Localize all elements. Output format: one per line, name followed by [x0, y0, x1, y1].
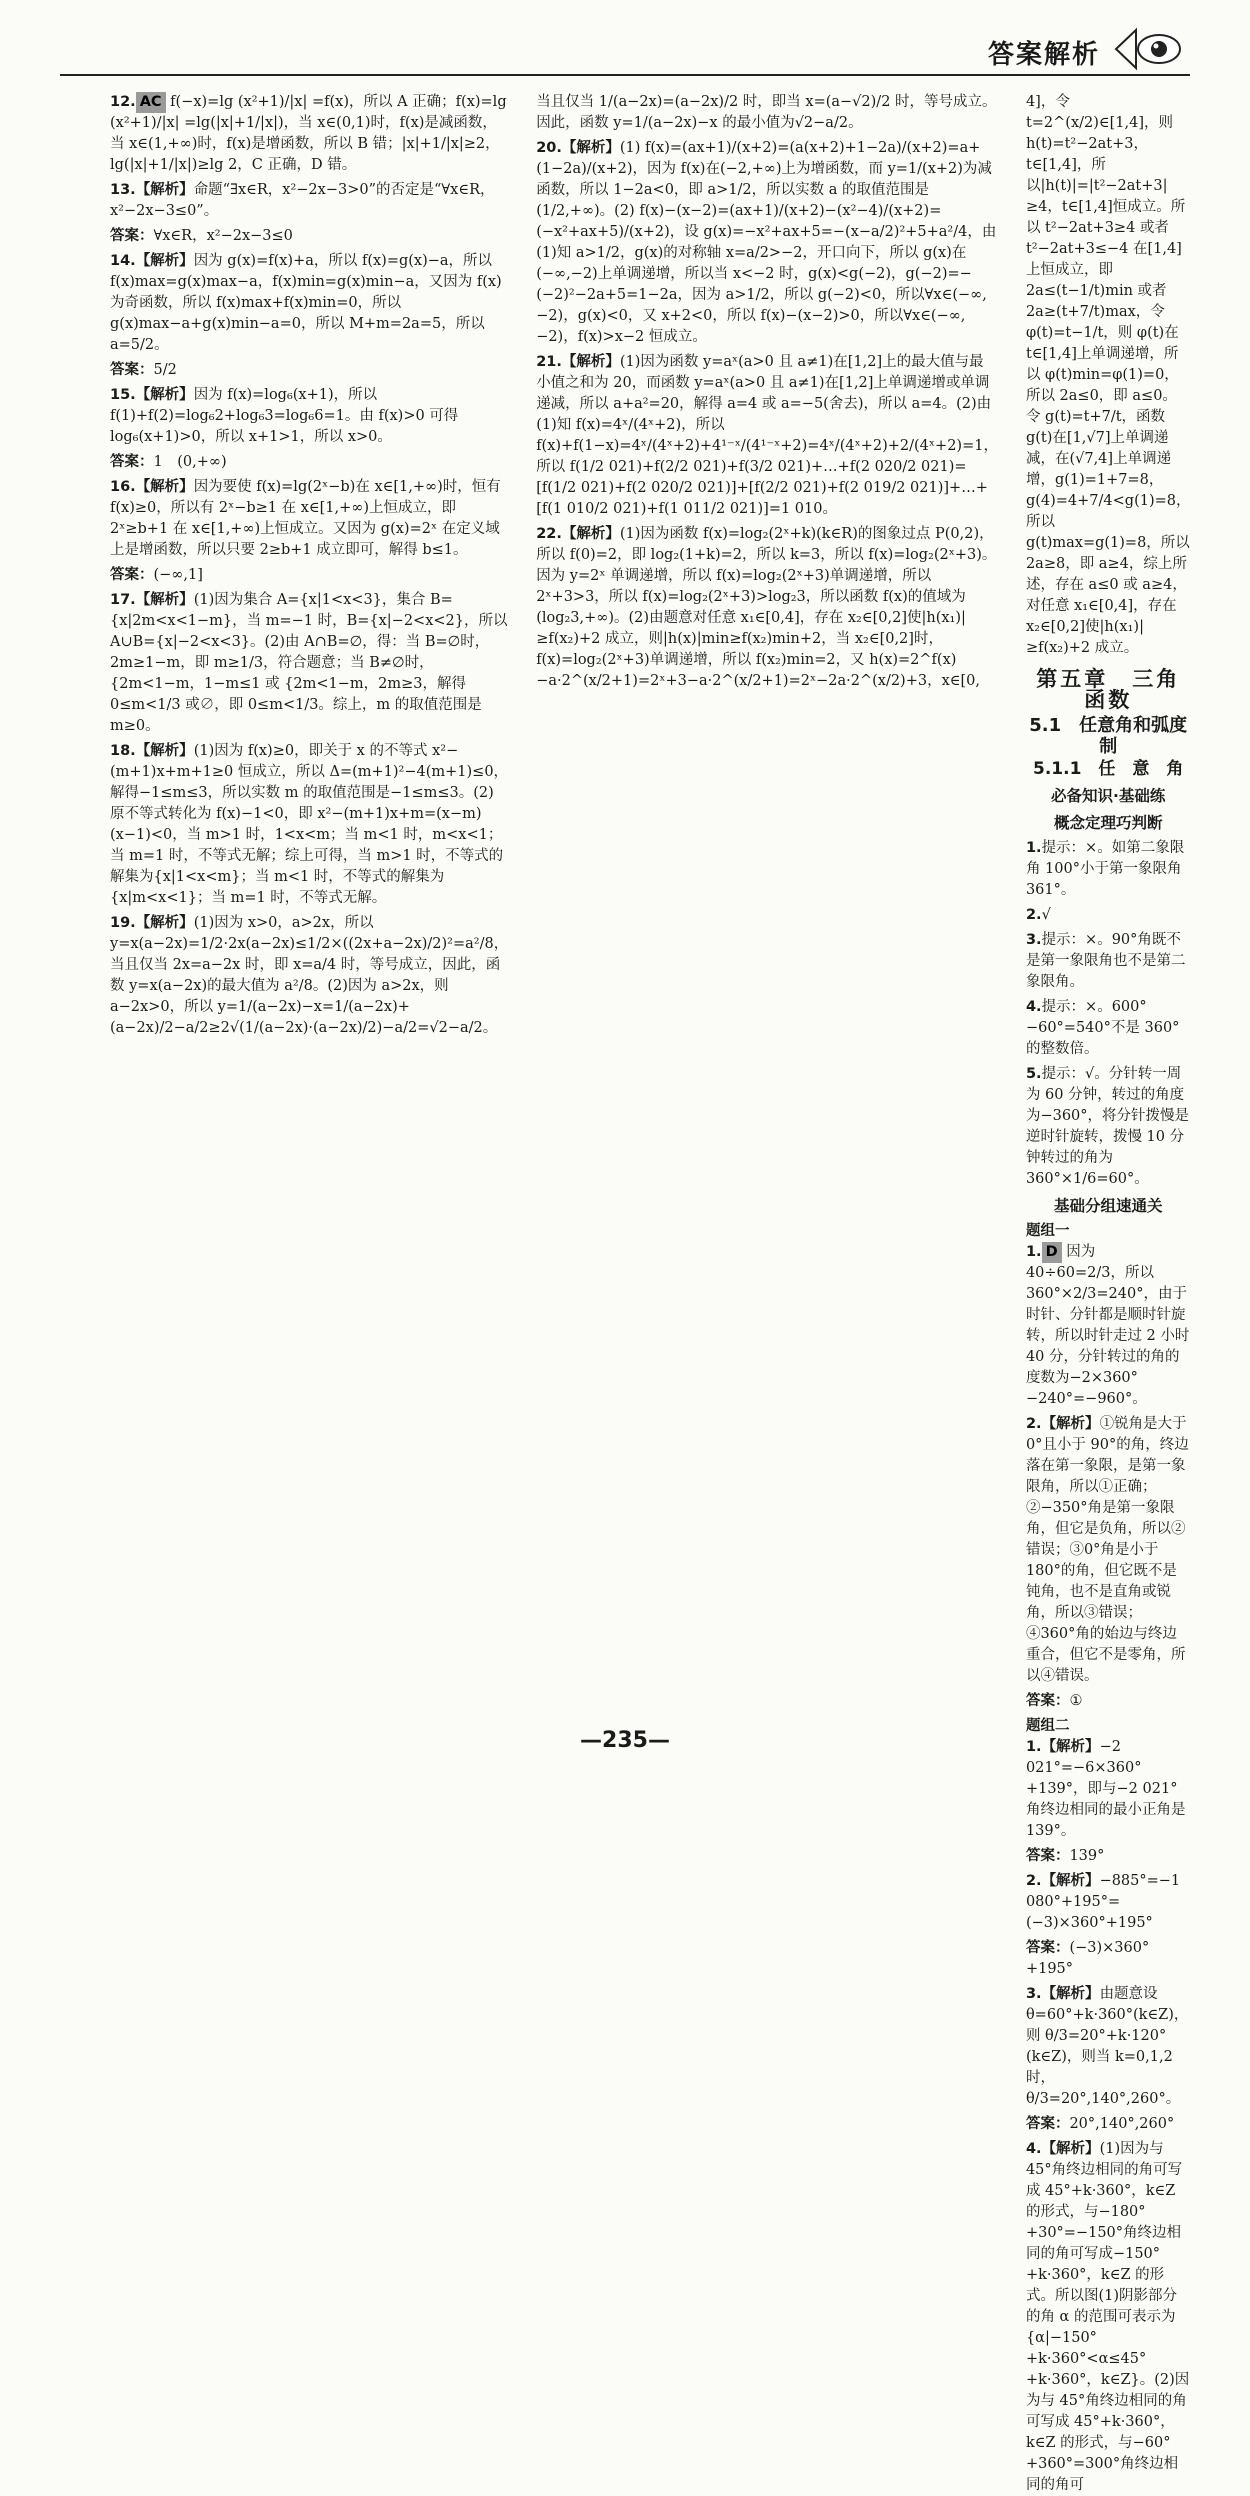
answer-tag: 答案：: [110, 454, 154, 470]
answer-columns: [110, 92, 1191, 2493]
answer-text: 提示：×。90°角既不是第一象限角也不是第二象限角。: [1025, 932, 1186, 990]
answer-tag: 【解析】: [1041, 1873, 1100, 1889]
answer-text: 提示：×。600°−60°=540°不是 360°的整数倍。: [1025, 999, 1180, 1057]
question-number: 3.: [1025, 932, 1042, 948]
column-1: [110, 92, 508, 1692]
answer-text: (1)因为 f(x)≥0，即关于 x 的不等式 x²−(m+1)x+m+1≥0 恒成立，所以 Δ=(m+1)²−4(m+1)≤0，解得−1≤m≤3，所以实数 m 的取值范围是−1≤m≤3。(2)原不等式转化为 f(x)−1<0，即 x²−(m+1)x+m=(x−m)(x−1)<0，当 m>1 时，1<x<m；当 m<1 时，m<x<1；当 m=1 时，不等式无解；综上可得，当 m>1 时，不等式的解集为{x|1<x<m}；当 m<1 时，不等式的解集为{x|m<x<1}；当 m=1 时，不等式无解。: [110, 743, 509, 906]
answer-item: [110, 251, 508, 356]
answer-tag: 【解析】: [561, 140, 620, 156]
answer-tag: 【解析】: [135, 253, 194, 269]
answer-item: [110, 92, 508, 176]
practice-heading: 必备知识·基础练: [1051, 787, 1166, 805]
answer-tag: 【解析】: [1041, 2141, 1100, 2157]
question-number: 12.: [110, 94, 136, 110]
answer-tag: 【解析】: [135, 387, 194, 403]
answer-item: [536, 92, 998, 134]
question-number: 1.: [1025, 1244, 1042, 1260]
answer-text: (1)因为与 45°角终边相同的角可写成 45°+k·360°，k∈Z 的形式，与−180°+30°=−150°角终边相同的角可写成−150°+k·360°，k∈Z 的形式。所以图(1)阴影部分的角 α 的范围可表示为{α|−150°+k·360°<α≤45°+k·360°，k∈Z}。(2)因为与 45°角终边相同的角可写成 45°+k·360°，k∈Z 的形式，与−60°+360°=300°角终边相同的角可: [1025, 2141, 1190, 2493]
question-number: 2.: [1025, 907, 1042, 923]
answer-text: (1)因为函数 f(x)=log₂(2ˣ+k)(k∈R)的图象过点 P(0,2)，所以 f(0)=2，即 log₂(1+k)=2，所以 k=3，所以 f(x)=log₂(2ˣ+3)。因为 y=2ˣ 单调递增，所以 f(x)=log₂(2ˣ+3)单调递增，所以 2ˣ+3>3，所以 f(x)=log₂(2ˣ+3)>log₂3，所以函数 f(x)的值域为(log₂3,+∞)。(2)由题意对任意 x₁∈[0,4]，存在 x₂∈[0,2]使|h(x₁)|≥f(x₂)+2 成立，则|h(x)|min≥f(x₂)min+2，当 x₂∈[0,2]时，f(x)=log₂(2ˣ+3)单调递增，所以 f(x₂)min=2，又 h(x)=2^f(x)−a·2^(x/2+1)=2ˣ+3−a·2^(x/2+1)=2ˣ−2a·2^(x/2)+3，x∈[0,: [536, 526, 997, 689]
answer-text: ∀x∈R，x²−2x−3≤0: [153, 228, 293, 244]
answer-text: (−∞,1]: [153, 567, 203, 583]
page-header: [60, 28, 1190, 76]
question-number: 19.: [110, 915, 136, 931]
answer-tag: 答案：: [1025, 1693, 1070, 1709]
answer-item: [1026, 838, 1191, 901]
answer-tag: 【解析】: [135, 479, 194, 495]
question-number: 20.: [536, 140, 562, 156]
answer-item: [110, 913, 508, 1039]
question-number: 4.: [1025, 2141, 1042, 2157]
answer-text: ①: [1069, 1693, 1083, 1709]
question-number: 1.: [1025, 1739, 1042, 1755]
column-2: [536, 92, 998, 1692]
concept-heading: 概念定理巧判断: [1053, 814, 1163, 832]
question-number: 17.: [110, 592, 136, 608]
answer-box: D: [1042, 1242, 1062, 1263]
answer-tag: 【解析】: [135, 915, 194, 931]
answer-item: [1026, 930, 1191, 993]
answer-text: √: [1041, 907, 1051, 923]
answer-item: [110, 226, 508, 247]
answer-text: 因为 f(x)=log₆(x+1)，所以 f(1)+f(2)=log₆2+log₆3=log₆6=1。由 f(x)>0 可得 log₆(x+1)>0，所以 x+1>1，所以 x>0。: [110, 387, 459, 445]
answer-text: 1 (0,+∞): [153, 454, 227, 470]
answer-text: 5/2: [153, 362, 177, 378]
answer-text: 因为 g(x)=f(x)+a，所以 f(x)=g(x)−a，所以 f(x)max=g(x)max−a，f(x)min=g(x)min−a，又因为 f(x)为奇函数，所以 f(x)max+f(x)min=0，所以 g(x)max−a+g(x)min−a=0，所以 M+m=2a=5，所以 a=5/2。: [110, 253, 502, 353]
answer-item: [110, 452, 508, 473]
answer-tag: 【解析】: [561, 526, 620, 542]
answer-text: 139°: [1069, 1848, 1105, 1864]
question-number: 1.: [1025, 840, 1042, 856]
answer-item: [536, 138, 998, 348]
answer-item: [110, 565, 508, 586]
answer-text: (1)因为 x>0，a>2x，所以 y=x(a−2x)=1/2·2x(a−2x)≤1/2×((2x+a−2x)/2)²=a²/8，当且仅当 2x=a−2x 时，即 x=a/4 时，等号成立，因此，函数 y=x(a−2x)的最大值为 a²/8。(2)因为 a>2x，则 a−2x>0，所以 y=1/(a−2x)−x=1/(a−2x)+(a−2x)/2−a/2≥2√(1/(a−2x)·(a−2x)/2)−a/2=√2−a/2。: [110, 915, 509, 1036]
question-number: 5.: [1025, 1066, 1042, 1082]
answer-item: [110, 477, 508, 561]
answer-item: [1026, 997, 1191, 1060]
answer-tag: 答案：: [1025, 1940, 1070, 1956]
question-number: 16.: [110, 479, 136, 495]
answer-item: [1026, 1691, 1191, 1712]
answer-item: [1026, 2114, 1191, 2135]
answer-item: [1026, 1414, 1191, 1687]
answer-item: [110, 180, 508, 222]
answer-item: [110, 385, 508, 448]
answer-item: [1026, 905, 1191, 926]
answer-text: 提示：×。如第二象限角 100°小于第一象限角 361°。: [1025, 840, 1185, 898]
answer-item: [1026, 2139, 1191, 2496]
answer-item: [1026, 1064, 1191, 1190]
answer-text: 因为 40÷60=2/3，所以 360°×2/3=240°，由于时针、分针都是顺时针旋转，所以时针走过 2 小时 40 分，分针转过的角的度数为−2×360°−240°=−960°。: [1025, 1244, 1190, 1407]
answer-item: [536, 524, 998, 692]
answer-item: [110, 590, 508, 737]
answer-tag: 【解析】: [1041, 1416, 1100, 1432]
question-number: 18.: [110, 743, 136, 759]
answer-item: [1026, 92, 1191, 659]
answer-text: (−3)×360°+195°: [1025, 1940, 1150, 1977]
column-3: [1025, 92, 1191, 2493]
answer-text: 因为要使 f(x)=lg(2ˣ−b)在 x∈[1,+∞)时，恒有 f(x)≥0，所以有 2ˣ−b≥1 在 x∈[1,+∞)上恒成立，即 2ˣ≥b+1 在 x∈[1,+∞)上恒成立。又因为 g(x)=2ˣ 在定义域上是增函数，所以只要 2≥b+1 成立即可，解得 b≤1。: [110, 479, 501, 558]
section-title: 5.1 任意角和弧度制: [1029, 715, 1188, 757]
answer-item: [1026, 1871, 1191, 1934]
answer-tag: 答案：: [110, 228, 154, 244]
answer-text: (1)因为集合 A={x|1<x<3}，集合 B={x|2m<x<1−m}，当 m=−1 时，B={x|−2<x<2}，所以 A∪B={x|−2<x<3}。(2)由 A∩B=∅，得：当 B=∅时，2m≥1−m，即 m≥1/3，符合题意；当 B≠∅时，{2m<1−m，1−m≤1 或 {2m<1−m，2m≥3，解得 0≤m<1/3 或∅，即 0≤m<1/3。综上，m 的取值范围是 m≥0。: [110, 592, 508, 734]
question-number: 21.: [536, 354, 562, 370]
subsection-title: 5.1.1 任 意 角: [1033, 759, 1184, 779]
answer-item: [1026, 1938, 1191, 1980]
answer-tag: 答案：: [1025, 2116, 1070, 2132]
answer-text: 提示：√。分针转一周为 60 分钟，转过的角度为−360°，将分针拨慢是逆时针旋转，拨慢 10 分钟转过的角为 360°×1/6=60°。: [1025, 1066, 1190, 1187]
answer-item: [110, 741, 508, 909]
question-number: 14.: [110, 253, 136, 269]
answer-item: [536, 352, 998, 520]
question-number: 3.: [1025, 1986, 1042, 2002]
answer-text: 命题“∃x∈R，x²−2x−3>0”的否定是“∀x∈R，x²−2x−3≤0”。: [110, 182, 495, 219]
question-number: 22.: [536, 526, 562, 542]
answer-text: 20°,140°,260°: [1069, 2116, 1175, 2132]
answer-tag: 【解析】: [1041, 1986, 1100, 2002]
group-practice-heading: 基础分组速通关: [1053, 1197, 1163, 1215]
answer-text: −2 021°=−6×360°+139°，即与−2 021°角终边相同的最小正角是 139°。: [1025, 1739, 1186, 1839]
question-number: 2.: [1025, 1416, 1042, 1432]
question-number: 4.: [1025, 999, 1042, 1015]
answer-text: 4]，令 t=2^(x/2)∈[1,4]，则 h(t)=t²−2at+3，t∈[1,4]，所以|h(t)|=|t²−2at+3|≥4，t∈[1,4]恒成立。所以 t²−2at+3≥4 或者 t²−2at+3≤−4 在[1,4]上恒成立，即 2a≤(t−1/t)min 或者 2a≥(t+7/t)max，令 φ(t)=t−1/t，则 φ(t)在 t∈[1,4]上单调递增，所以 φ(t)min=φ(1)=0，所以 2a≤0，即 a≤0。令 g(t)=t+7/t，函数 g(t)在[1,√7]上单调递减，在(√7,4]上单调递增，g(1)=1+7=8，g(4)=4+7/4<g(1)=8，所以 g(t)max=g(1)=8，所以 2a≥8，即 a≥4，综上所述，存在 a≤0 或 a≥4，对任意 x₁∈[0,4]，存在 x₂∈[0,2]使|h(x₁)|≥f(x₂)+2 成立。: [1025, 94, 1191, 656]
answer-text: 当且仅当 1/(a−2x)=(a−2x)/2 时，即当 x=(a−√2)/2 时，等号成立。因此，函数 y=1/(a−2x)−x 的最小值为√2−a/2。: [536, 94, 997, 131]
answer-tag: 【解析】: [135, 743, 194, 759]
answer-item: [1026, 1846, 1191, 1867]
question-number: 15.: [110, 387, 136, 403]
answer-text: f(−x)=lg (x²+1)/|x| =f(x)，所以 A 正确；f(x)=lg (x²+1)/|x| =lg(|x|+1/|x|)，当 x∈(0,1)时，f(x)是减函数，当 x∈(1,+∞)时，f(x)是增函数，所以 B 错；|x|+1/|x|≥2，lg(|x|+1/|x|)≥lg 2，C 正确，D 错。: [110, 94, 507, 173]
answer-item: [1026, 1984, 1191, 2110]
header-title: 答案解析: [987, 40, 1100, 70]
answer-tag: 答案：: [1025, 1848, 1070, 1864]
answer-tag: 【解析】: [135, 592, 194, 608]
question-number: 13.: [110, 182, 136, 198]
question-number: 2.: [1025, 1873, 1042, 1889]
answer-tag: 【解析】: [1041, 1739, 1100, 1755]
eye-logo-icon: [1112, 26, 1182, 72]
group-label: 题组二: [1025, 1718, 1070, 1734]
answer-text: 由题意设 θ=60°+k·360°(k∈Z)，则 θ/3=20°+k·120°(k∈Z)，则当 k=0,1,2 时，θ/3=20°,140°,260°。: [1025, 1986, 1189, 2107]
answer-text: ①锐角是大于 0°且小于 90°的角，终边落在第一象限，是第一象限角，所以①正确；②−350°角是第一象限角，但它是负角，所以②错误；③0°角是小于 180°的角，但它既不是钝角，也不是直角或锐角，所以③错误；④360°角的始边与终边重合，但它不是零角，所以④错误。: [1025, 1416, 1189, 1684]
chapter-title: 第五章 三角函数: [1036, 667, 1181, 712]
group-label: 题组一: [1025, 1223, 1070, 1239]
answer-item: [110, 360, 508, 381]
page-number: —235—: [580, 1728, 670, 1753]
answer-text: (1) f(x)=(ax+1)/(x+2)=(a(x+2)+1−2a)/(x+2)=a+(1−2a)/(x+2)，因为 f(x)在(−2,+∞)上为增函数，而 y=1/(x+2)为减函数，所以 1−2a<0，即 a>1/2，所以实数 a 的取值范围是(1/2,+∞)。(2) f(x)−(x−2)=(ax+1)/(x+2)−(x²−4)/(x+2)=(−x²+ax+5)/(x+2)，设 g(x)=−x²+ax+5=−(x−a/2)²+5+a²/4，由(1)知 a>1/2，g(x)的对称轴 x=a/2>−2，开口向下，所以 g(x)在(−∞,−2)上单调递增，所以当 x<−2 时，g(x)<g(−2)，g(−2)=−(−2)²−2a+5=1−2a，因为 a>1/2，所以 g(−2)<0，所以∀x∈(−∞,−2)，g(x)<0，又 x+2<0，所以 f(x)−(x−2)>0，所以∀x∈(−∞,−2)，f(x)>x−2 恒成立。: [536, 140, 997, 345]
answer-box: AC: [136, 92, 166, 113]
answer-tag: 答案：: [110, 567, 154, 583]
answer-tag: 答案：: [110, 362, 154, 378]
answer-text: (1)因为函数 y=aˣ(a>0 且 a≠1)在[1,2]上的最大值与最小值之和为 20，而函数 y=aˣ(a>0 且 a≠1)在[1,2]上单调递增或单调递减，所以 a+a²=20，解得 a=4 或 a=−5(舍去)，所以 a=4。(2)由(1)知 f(x)=4ˣ/(4ˣ+2)，所以 f(x)+f(1−x)=4ˣ/(4ˣ+2)+4¹⁻ˣ/(4¹⁻ˣ+2)=4ˣ/(4ˣ+2)+2/(4ˣ+2)=1，所以 f(1/2 021)+f(2/2 021)+f(3/2 021)+…+f(2 020/2 021)=[f(1/2 021)+f(2 020/2 021)]+[f(2/2 021)+f(2 019/2 021)]+…+[f(1 010/2 021)+f(1 011/2 021)]=1 010。: [536, 354, 998, 517]
answer-tag: 【解析】: [561, 354, 620, 370]
answer-item: [1026, 1242, 1191, 1410]
answer-tag: 【解析】: [135, 182, 194, 198]
answer-text: −885°=−1 080°+195°=(−3)×360°+195°: [1025, 1873, 1181, 1931]
